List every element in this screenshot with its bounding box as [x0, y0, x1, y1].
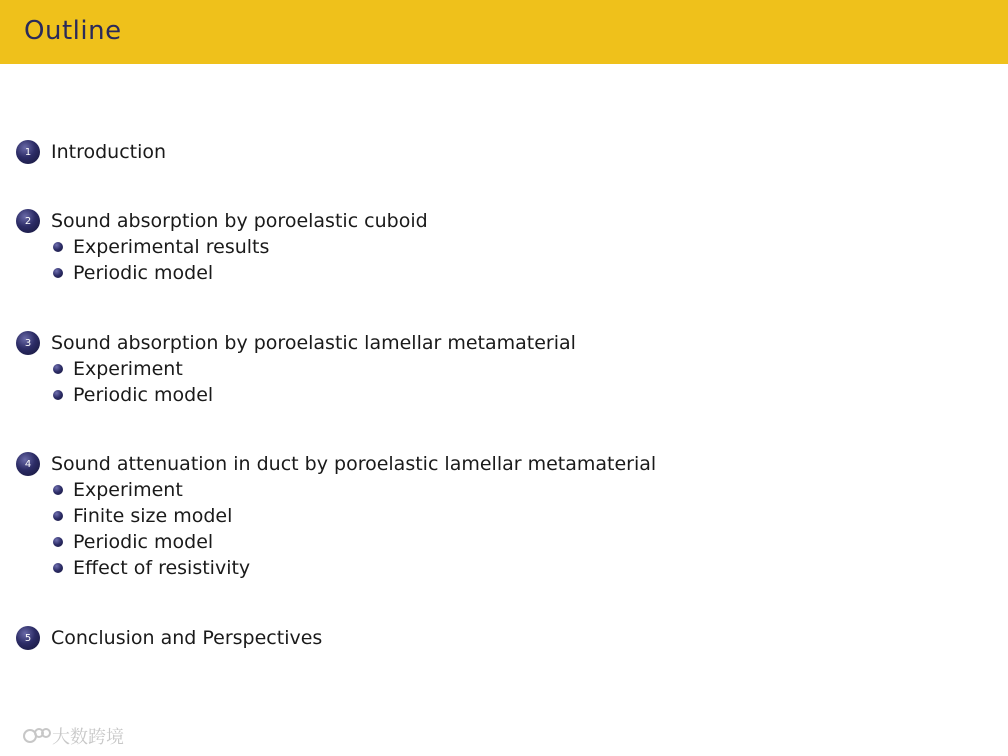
subsection-list — [16, 477, 656, 581]
section-number-badge: 1 — [16, 140, 40, 164]
section-title: Introduction — [51, 141, 167, 163]
subsection-item — [53, 234, 428, 260]
bullet-icon — [53, 563, 63, 573]
slide-header — [0, 0, 1008, 64]
section-number-badge: 4 — [16, 452, 40, 476]
section-number-badge: 5 — [16, 626, 40, 650]
subsection-item — [53, 529, 656, 555]
subsection-label: Experiment — [73, 358, 183, 380]
subsection-label: Effect of resistivity — [73, 557, 251, 579]
subsection-label: Periodic model — [73, 384, 214, 406]
subsection-item — [53, 382, 576, 408]
section-heading — [16, 625, 322, 651]
bullet-icon — [53, 390, 63, 400]
subsection-item — [53, 260, 428, 286]
section-title: Sound absorption by poroelastic lamellar metamaterial — [51, 332, 576, 354]
slide-title: Outline — [24, 16, 122, 46]
section-title: Conclusion and Perspectives — [51, 627, 323, 649]
section-heading — [16, 330, 576, 356]
subsection-label: Finite size model — [73, 505, 233, 527]
bullet-icon — [53, 364, 63, 374]
subsection-item — [53, 503, 656, 529]
subsection-label: Experiment — [73, 479, 183, 501]
subsection-label: Periodic model — [73, 531, 214, 553]
outline-section-1 — [16, 139, 166, 165]
bullet-icon — [53, 242, 63, 252]
outline-section-4 — [16, 451, 656, 581]
subsection-item — [53, 477, 656, 503]
subsection-item — [53, 555, 656, 581]
subsection-label: Experimental results — [73, 236, 270, 258]
section-heading — [16, 451, 656, 477]
subsection-list — [16, 234, 428, 286]
section-number-badge: 3 — [16, 331, 40, 355]
section-heading — [16, 139, 166, 165]
section-title: Sound absorption by poroelastic cuboid — [51, 210, 428, 232]
section-title: Sound attenuation in duct by poroelastic lamellar metamaterial — [51, 453, 657, 475]
outline-section-3 — [16, 330, 576, 408]
svg-text:大数跨境: 大数跨境 — [52, 727, 124, 748]
bullet-icon — [53, 511, 63, 521]
subsection-label: Periodic model — [73, 262, 214, 284]
outline-section-2 — [16, 208, 428, 286]
bullet-icon — [53, 537, 63, 547]
outline-section-5 — [16, 625, 322, 651]
subsection-list — [16, 356, 576, 408]
watermark — [22, 722, 134, 750]
bullet-icon — [53, 268, 63, 278]
subsection-item — [53, 356, 576, 382]
bullet-icon — [53, 485, 63, 495]
section-number-badge: 2 — [16, 209, 40, 233]
logo-icon — [22, 722, 134, 750]
section-heading — [16, 208, 428, 234]
